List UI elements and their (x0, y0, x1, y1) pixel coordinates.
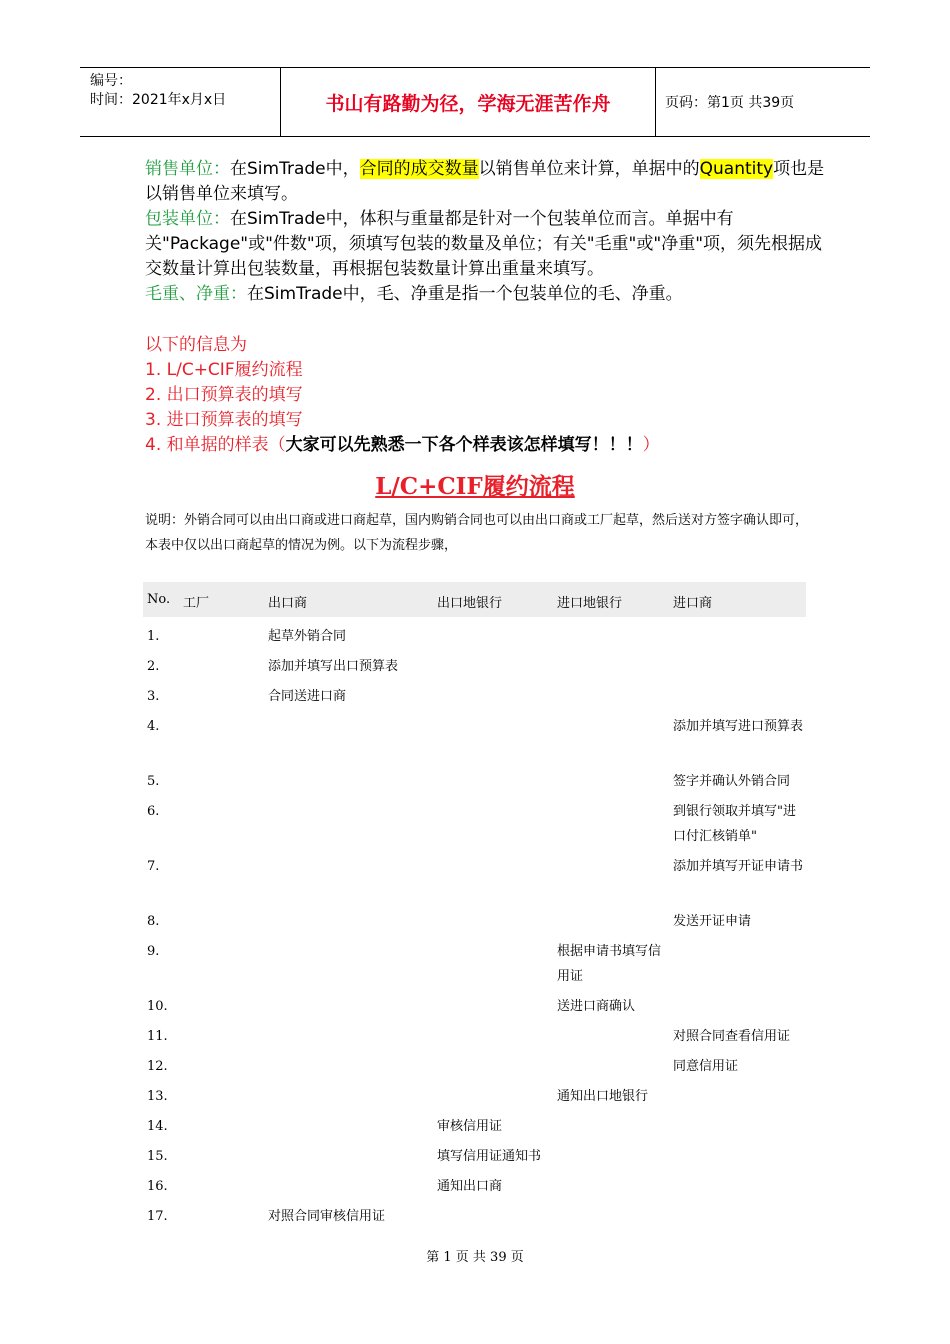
header-export-bank: 出口地银行 (437, 596, 503, 611)
table-row (143, 1197, 806, 1227)
header-factory: 工厂 (183, 596, 210, 611)
info-list-heading: 以下的信息为 (145, 335, 247, 355)
section-description: 说明：外销合同可以由出口商或进口商起草，国内购销合同也可以由出口商或工厂起草，然后送对方签字确认即可，本表中仅以出口商起草的情况为例。以下为流程步骤， (145, 513, 809, 553)
sales-unit-paragraph (145, 157, 825, 207)
cell-no: 12. (147, 1059, 168, 1074)
number-label: 编号： (90, 73, 132, 89)
cell-no: 17. (147, 1209, 168, 1224)
cell-no: 3. (147, 689, 160, 704)
table-header (143, 582, 806, 617)
cell-no: 4. (147, 719, 160, 734)
info-list-item: 2. 出口预算表的填写 (145, 385, 303, 405)
table-row (143, 987, 806, 1017)
cell-importer: 对照合同查看信用证 (673, 1029, 791, 1044)
table-row (143, 902, 806, 932)
cell-importer: 同意信用证 (673, 1059, 739, 1074)
cell-import-bank: 送进口商确认 (557, 999, 636, 1014)
cell-no: 7. (147, 859, 160, 874)
cell-importer: 发送开证申请 (673, 914, 752, 929)
table-row (143, 847, 806, 902)
flow-table (143, 582, 806, 1227)
header-page-info: 页码：第1页 共39页 (665, 95, 795, 111)
table-row (143, 762, 806, 792)
header-no: No. (147, 592, 171, 607)
cell-no: 14. (147, 1119, 168, 1134)
cell-import-bank: 通知出口地银行 (557, 1089, 649, 1104)
table-row (143, 1077, 806, 1107)
cell-no: 1. (147, 629, 160, 644)
cell-importer: 添加并填写开证申请书 (673, 859, 804, 874)
table-row (143, 1017, 806, 1047)
cell-importer: 添加并填写进口预算表 (673, 719, 804, 734)
cell-export-bank: 填写信用证通知书 (437, 1149, 542, 1164)
cell-no: 11. (147, 1029, 168, 1044)
info-list (145, 333, 660, 458)
header-import-bank: 进口地银行 (557, 596, 623, 611)
package-unit-term: 包装单位： (145, 209, 230, 229)
cell-no: 2. (147, 659, 160, 674)
info-list-item: 3. 进口预算表的填写 (145, 410, 303, 430)
cell-no: 16. (147, 1179, 168, 1194)
page-footer: 第 1 页 共 39 页 (426, 1250, 524, 1265)
table-row (143, 1167, 806, 1197)
cell-importer: 签字并确认外销合同 (673, 774, 791, 789)
cell-no: 6. (147, 804, 160, 819)
table-row (143, 792, 806, 847)
sales-unit-highlight-1: 合同的成交数量 (359, 159, 479, 179)
weight-paragraph (145, 282, 825, 307)
cell-export-bank: 审核信用证 (437, 1119, 503, 1134)
info-list-item: 1. L/C+CIF履约流程 (145, 360, 303, 380)
info-list-emphasis: 大家可以先熟悉一下各个样表该怎样填写！！！ (285, 435, 643, 455)
weight-term: 毛重、净重： (145, 284, 247, 304)
sales-unit-highlight-2: Quantity (699, 159, 774, 179)
info-list-close: ） (642, 435, 660, 455)
info-list-item: 4. 和单据的样表（ (145, 435, 286, 455)
section-title: L/C+CIF履约流程 (375, 473, 575, 500)
sales-unit-term: 销售单位： (145, 159, 230, 179)
table-row (143, 1137, 806, 1167)
cell-no: 5. (147, 774, 160, 789)
header-exporter: 出口商 (268, 596, 308, 611)
cell-import-bank: 根据申请书填写信用证 (557, 944, 662, 984)
package-unit-text: 在SimTrade中，体积与重量都是针对一个包装单位而言。单据中有关"Package"或"件数"项，须填写包装的数量及单位；有关"毛重"或"净重"项，须先根据成交数量计算出包装数量，再根据包装数量计算出重量来填写。 (145, 209, 823, 279)
table-row (143, 677, 806, 707)
cell-no: 8. (147, 914, 160, 929)
sales-unit-text-3: 项也是以销售单位来填写。 (145, 159, 825, 204)
table-row (143, 617, 806, 647)
table-row (143, 647, 806, 677)
header-importer: 进口商 (673, 596, 713, 611)
cell-no: 10. (147, 999, 168, 1014)
weight-text: 在SimTrade中，毛、净重是指一个包装单位的毛、净重。 (247, 284, 683, 304)
page-header (80, 67, 870, 137)
cell-importer: 到银行领取并填写"进口付汇核销单" (673, 804, 796, 844)
cell-exporter: 合同送进口商 (268, 689, 347, 704)
header-meta (80, 68, 280, 136)
info-list-item-last (145, 433, 660, 458)
cell-no: 9. (147, 944, 160, 959)
package-unit-paragraph (145, 207, 825, 282)
cell-exporter: 对照合同审核信用证 (268, 1209, 386, 1224)
cell-no: 15. (147, 1149, 168, 1164)
cell-exporter: 添加并填写出口预算表 (268, 659, 399, 674)
table-row (143, 932, 806, 987)
cell-export-bank: 通知出口商 (437, 1179, 503, 1194)
sales-unit-text-1: 在SimTrade中， (230, 159, 360, 179)
table-row (143, 1047, 806, 1077)
time-label: 时间：2021年x月x日 (90, 92, 227, 108)
table-row (143, 1107, 806, 1137)
sales-unit-text-2: 以销售单位来计算，单据中的 (478, 159, 700, 179)
cell-no: 13. (147, 1089, 168, 1104)
cell-exporter: 起草外销合同 (268, 629, 347, 644)
table-row (143, 707, 806, 762)
table-body (143, 617, 806, 1227)
header-motto: 书山有路勤为径，学海无涯苦作舟 (280, 68, 656, 136)
